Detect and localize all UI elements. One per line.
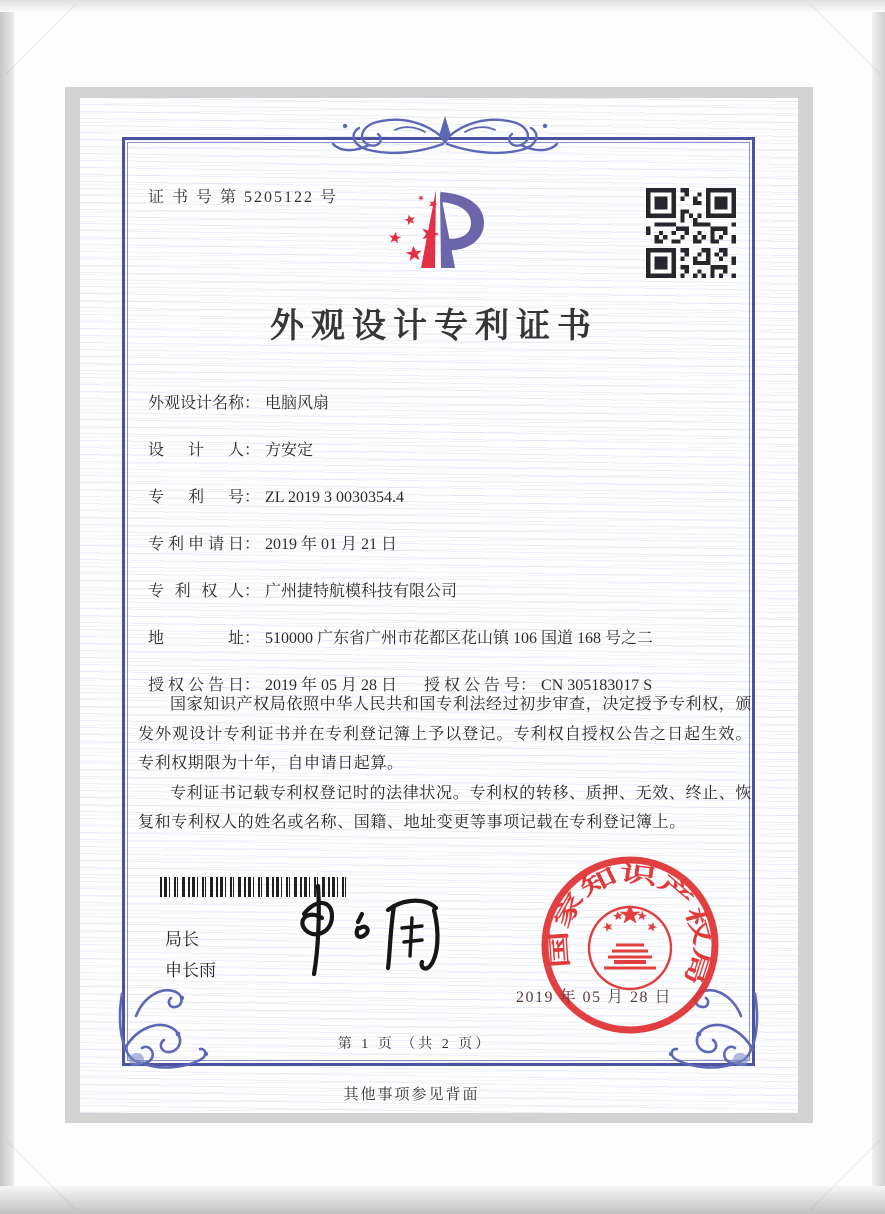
- field-value: 电脑风扇: [265, 395, 330, 412]
- director-signature: [276, 876, 451, 984]
- seal-text: 国家知识产权局: [546, 860, 715, 974]
- field-colon: ：: [244, 489, 261, 506]
- field-filing-date: [148, 531, 758, 551]
- field-label: 设 计 人: [148, 442, 244, 459]
- field-label: 专 利 权 人: [148, 583, 244, 600]
- qr-code: [646, 188, 736, 278]
- field-value: 510000 广东省广州市花都区花山镇 106 国道 168 号之二: [265, 630, 654, 647]
- frame-edge-bottom: [0, 1186, 885, 1214]
- legal-paragraphs: [138, 690, 752, 838]
- field-value: ZL 2019 3 0030354.4: [265, 489, 404, 506]
- legal-paragraph-1: 国家知识产权局依照中华人民共和国专利法经过初步审查，决定授予专利权，颁发外观设计专利证书并在专利登记簿上予以登记。专利权自授权公告之日起生效。专利权期限为十年，自申请日起算。: [138, 696, 752, 772]
- official-seal: [538, 853, 722, 1037]
- field-colon: ：: [244, 583, 261, 600]
- grant-date-label: 授权公告日: [148, 677, 244, 694]
- field-colon: ：: [244, 442, 261, 459]
- field-designer: [148, 437, 758, 457]
- frame-mat: [65, 87, 813, 1123]
- frame-miter-top-right: [810, 4, 880, 74]
- back-note: 其他事项参见背面: [343, 1087, 480, 1103]
- field-design-name: [148, 390, 758, 410]
- field-colon: ：: [244, 677, 261, 694]
- field-label: 专利申请日: [148, 536, 244, 553]
- field-label: 外观设计名称: [148, 395, 245, 412]
- certificate-title: 外观设计专利证书: [270, 308, 598, 345]
- grant-date-value: 2019 年 05 月 28 日: [265, 677, 398, 694]
- certificate-fields: [148, 390, 758, 719]
- field-value: 广州捷特航模科技有限公司: [265, 583, 458, 600]
- field-patent-number: [148, 484, 758, 504]
- director-name: 申长雨: [165, 961, 216, 980]
- frame-edge-top: [0, 0, 885, 12]
- director-title: 局长: [165, 930, 199, 949]
- field-colon: ：: [244, 395, 261, 412]
- field-grant-row: [148, 672, 758, 692]
- field-value: 方安定: [265, 442, 314, 459]
- page-indicator: 第 1 页 （共 2 页）: [337, 1037, 493, 1052]
- field-colon: ：: [520, 677, 537, 694]
- frame-edge-right: [872, 0, 885, 1214]
- field-patentee: [148, 578, 758, 598]
- field-label: 地 址: [148, 630, 244, 647]
- field-label: 专 利 号: [148, 489, 244, 506]
- certificate-paper: [80, 98, 798, 1113]
- field-colon: ：: [244, 536, 261, 553]
- field-value: 2019 年 01 月 21 日: [265, 536, 398, 553]
- frame-edge-left: [0, 0, 14, 1214]
- grant-number-value: CN 305183017 S: [541, 677, 653, 694]
- frame-miter-top-left: [6, 4, 76, 74]
- grant-number-label: 授权公告号: [424, 677, 520, 694]
- cnipa-logo: [383, 186, 491, 272]
- field-colon: ：: [244, 630, 261, 647]
- seal-date: 2019 年 05 月 28 日: [516, 989, 673, 1006]
- legal-paragraph-2: 专利证书记载专利权登记时的法律状况。专利权的转移、质押、无效、终止、恢复和专利权人的姓名或名称、国籍、地址变更等事项记载在专利登记簿上。: [138, 784, 752, 831]
- border-ornament-top-center: [330, 110, 560, 168]
- director-block: [165, 924, 216, 986]
- certificate-number: 证 书 号 第 5205122 号: [148, 189, 339, 206]
- field-address: [148, 625, 758, 645]
